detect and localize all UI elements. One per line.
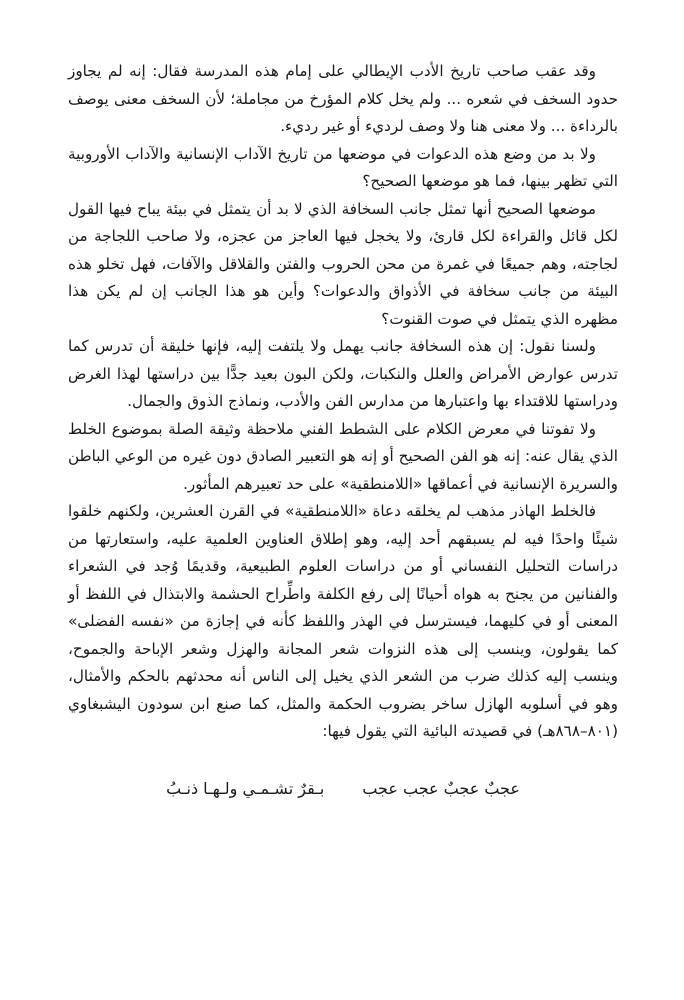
paragraph-6: فالخلط الهاذر مذهب لم يخلقه دعاة «اللامنطقية» في القرن العشرين، ولكنهم خلقوا شيئًا واحدًا فيه لم يسبقهم أحد إليه، وهو إطلاق العناوين العلمية عليه، واستعارتها من دراسات التحليل النفساني أو من دراسات العلوم الطبيعية، وقديمًا وُجد في الشعراء والفنانين من يجنح به هواه أحيانًا إلى رفع الكلفة واطِّراح الحشمة والابتذال في اللفظ أو المعنى أو في كليهما، فيسترسل في الهذر واللفظ كأنه في إجازة من «نفسه الفضلى» كما يقولون، وينسب إلى هذه النزوات شعر المجانة والهزل وشعر الإباحة والجموح، وينسب إليه كذلك ضرب من الشعر الذي يخيل إلى الناس أنه محدثهم بالحكم والأمثال، وهو في أسلوبه الهازل ساخر بضروب الحكمة والمثل، كما صنع ابن سودون اليشبغاوي (٨٠١–٨٦٨هـ) في قصيدته البائية التي يقول فيها: [68, 502, 618, 740]
poem-verse [68, 774, 618, 804]
paragraph-2: ولا بد من وضع هذه الدعوات في موضعها من تاريخ الآداب الإنسانية والآداب الأوروبية التي تظهر بينها، فما هو موضعها الصحيح؟ [68, 144, 618, 190]
paragraph-3: موضعها الصحيح أنها تمثل جانب السخافة الذي لا بد أن يتمثل في بيئة يباح فيها القول لكل قائل والقراءة لكل قارئ، ولا يخجل فيها العاجز من عجزه، ولا صاحب اللجاجة من لجاجته، وهم جميعًا في غمرة من محن الحروب والفتن والقلاقل والآفات، فهل تخلو هذه البيئة من جانب سخافة في الأذواق والدعوات؟ وأين هو هذا الجانب إن لم يكن هذا مظهره الذي يتمثل في صوت القنوت؟ [68, 199, 618, 328]
poem-hemistich-2: بـقرٌ تشـمـي ولـهـا ذنـبُ [166, 778, 325, 798]
poem-hemistich-1: عجبٌ عجبٌ عجب عجب [362, 778, 520, 798]
paragraph-1: وقد عقب صاحب تاريخ الأدب الإيطالي على إمام هذه المدرسة فقال: إنه لم يجاوز حدود السخف في شعره ... ولم يخل كلام المؤرخ من مجاملة؛ لأن السخف معنى يوصف بالرداءة ... ولا معنى هنا ولا وصف لرديء أو غير رديء. [68, 62, 618, 135]
paragraph-4: ولسنا نقول: إن هذه السخافة جانب يهمل ولا يلتفت إليه، فإنها خليقة أن تدرس كما تدرس عوارض الأمراض والعلل والنكبات، ولكن البون بعيد جدًّا بين دراستها لهذا الغرض ودراستها للاقتداء بها واعتبارها من مدارس الفن والأدب، ونماذج الذوق والجمال. [68, 337, 618, 410]
paragraph-5: ولا تفوتنا في معرض الكلام على الشطط الفني ملاحظة وثيقة الصلة بموضوع الخلط الذي يقال عنه: إنه هو الفن الصحيح أو إنه هو التعبير الصادق دون غيره من الوعي الباطن والسريرة الإنسانية في أعماقها «اللامنطقية» على حد تعبيرهم المأثور. [68, 419, 618, 493]
